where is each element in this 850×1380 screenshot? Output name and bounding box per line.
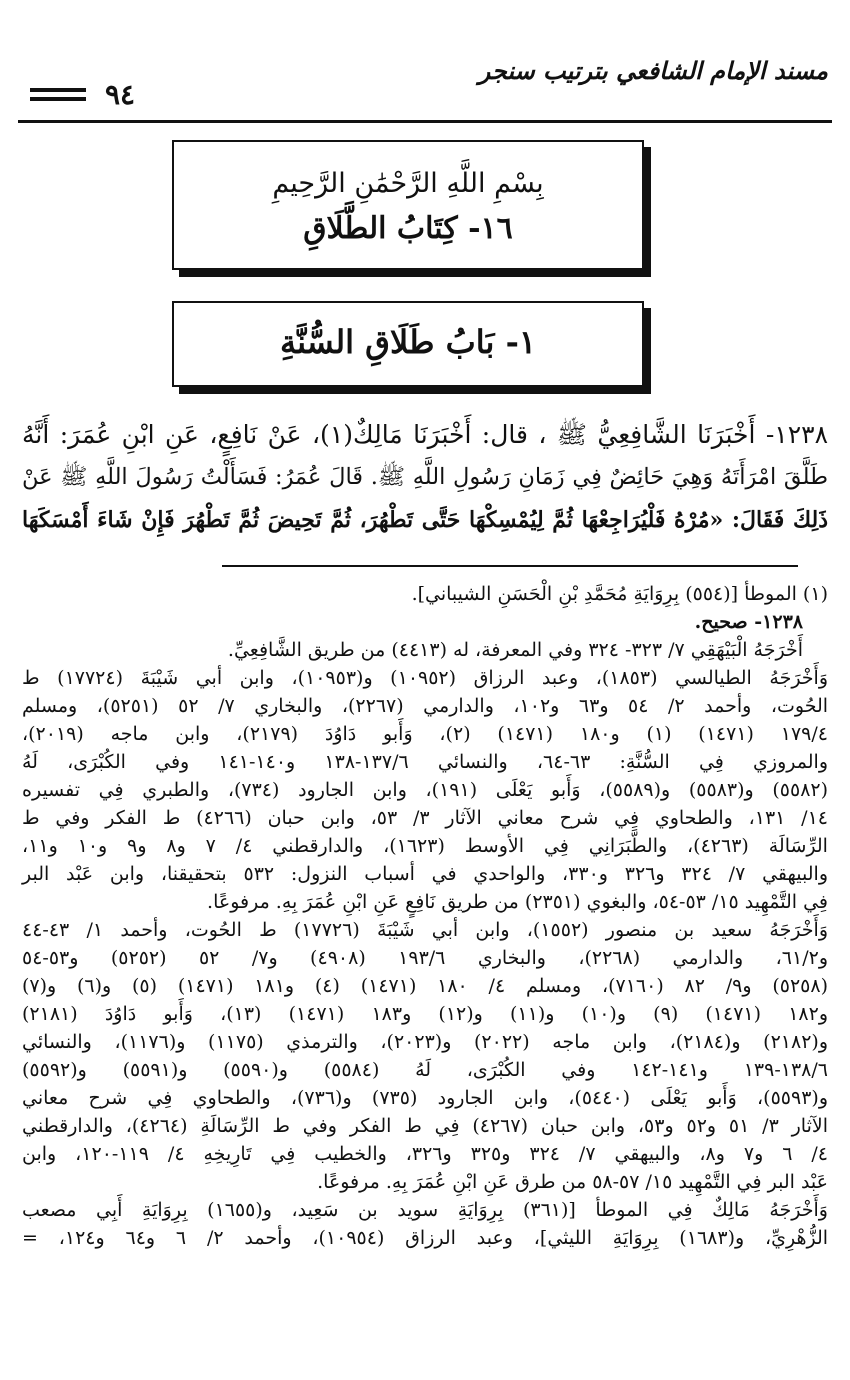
footnote-line: ٤/ ٦ و٧ و٨، والبيهقي ٧/ ٣٢٤ و٣٢٥ و٣٢٦، والخطيب فِي تَارِيخِهِ ٤/ ١١٩-١٢٠، وابن xyxy=(22,1143,828,1165)
chapter-title: ١- بَابُ طَلَاقِ السُّنَّةِ xyxy=(279,323,537,361)
page-number: ٩٤ xyxy=(105,78,136,111)
footnote-line: الحُوت، وأحمد ٢/ ٥٤ و٦٣ و١٠٢، والدارمي (٢٢٦٧)، والبخاري ٧/ ٥٢ (٥٢٥١)، ومسلم xyxy=(22,695,829,717)
header-rule xyxy=(18,120,832,123)
hadith-line: ذَلِكَ فَقَالَ: «مُرْهُ فَلْيُرَاجِعْهَا ثُمَّ لِيُمْسِكْهَا حَتَّى تَطْهُرَ، ثُمَّ تَحِيضَ ثُمَّ تَطْهُرَ فَإِنْ شَاءَ أَمْسَكَهَا xyxy=(22,507,828,533)
footnote-line: (٥٢٥٨) و٩/ ٨٢ (٧١٦٠)، ومسلم ٤/ ١٨٠ (١٤٧١) (٤) و١٨١ (١٤٧١) (٥) و(٦) و(٧) xyxy=(22,975,828,997)
footnote-line: و(٢١٨٢) و(٢١٨٤)، وابن ماجه (٢٠٢٢) و(٢٠٢٣)، والترمذي (١١٧٥) و(١١٧٦)، والنسائي xyxy=(22,1031,829,1053)
footnote-line: (١) الموطأ [(٥٥٤) بِرِوَايَةِ مُحَمَّدِ بْنِ الْحَسَنِ الشيباني]. xyxy=(411,583,828,605)
hadith-line: طَلَّقَ امْرَأَتَهُ وَهِيَ حَائِضٌ فِي زَمَانِ رَسُولِ اللَّهِ ﷺ. قَالَ عُمَرُ: فَسَأَلْتُ رَسُولَ اللَّهِ ﷺ عَنْ xyxy=(22,464,828,490)
chapter-title-box xyxy=(172,301,644,387)
footnote-line: وَأَخْرَجَهُ الطيالسي (١٨٥٣)، وعبد الرزاق (١٠٩٥٢) و(١٠٩٥٣)، وابن أبي شَيْبَةَ (١٧٧٢٤) ط xyxy=(22,667,829,689)
footnote-line: و(٥٥٩٣)، وَأَبو يَعْلَى (٥٤٤٠)، وابن الجارود (٧٣٥) و(٧٣٦)، والطحاوي فِي شرح معاني xyxy=(22,1087,828,1109)
footnote-line: الرِّسَالَة (٤٢٦٣)، والطَّبَرَانِي فِي الأوسط (١٦٢٣)، والدارقطني ٤/ ٧ و٨ و٩ و١٠ و١١، xyxy=(22,835,828,857)
footnote-line: ١٢٣٨- صحيح. xyxy=(694,611,803,633)
footnote-line: (٥٥٨٢) و(٥٥٨٣) و(٥٥٨٩)، وَأَبو يَعْلَى (١٩١)، وابن الجارود (٧٣٤)، والطبري فِي تفسيره xyxy=(22,779,829,801)
footnote-separator xyxy=(222,565,798,567)
footnote-line: ١٣٨/٦-١٣٩ و١٤١-١٤٢ وفي الكُبْرَى، لَهُ (٥٥٨٤) و(٥٥٩٠) و(٥٥٩١) و(٥٥٩٢) xyxy=(22,1059,828,1081)
footnote-line: فِي التَّمْهِيد ١٥/ ٥٣-٥٤، والبغوي (٢٣٥١) من طريق نَافِعٍ عَنِ ابْنِ عُمَرَ بِهِ. مرفوعًا. xyxy=(207,891,828,913)
footnote-line: الآثار ٣/ ٥١ و٥٢ و٥٣، وابن حبان (٤٢٦٧) فِي ط الفكر وفي ط الرِّسَالَةِ (٤٢٦٤)، والدارقطني xyxy=(22,1115,828,1137)
book-title: ١٦- كِتَابُ الطَّلَاقِ xyxy=(303,211,513,246)
footnote-line: ١٤/ ١٣١، والطحاوي فِي شرح معاني الآثار ٣/ ٥٣، وابن حبان (٤٢٦٦) ط الفكر وفي ط xyxy=(22,807,828,829)
footnote-line: و٦١/٢، والدارمي (٢٢٦٨)، والبخاري ١٩٣/٦ (٤٩٠٨) و٧/ ٥٢ (٥٢٥٢) و٥٣-٥٤ xyxy=(22,947,829,969)
book-title-box xyxy=(172,140,644,270)
footnotes xyxy=(22,580,828,1252)
footnote-line: و١٨٢ (١٤٧١) (٩) و(١٠) و(١١) و(١٢) و١٨٣ (١٤٧١) (١٣)، وَأَبو دَاوُدَ (٢١٨١) xyxy=(22,1003,829,1025)
footnote-line: عَبْد البر فِي التَّمْهِيد ١٥/ ٥٧-٥٨ من طرق عَنِ ابْنِ عُمَرَ بِهِ. مرفوعًا. xyxy=(317,1171,828,1193)
running-header-title: مسند الإمام الشافعي بترتيب سنجر xyxy=(478,56,828,85)
basmala: بِسْمِ اللَّهِ الرَّحْمَٰنِ الرَّحِيمِ xyxy=(272,168,544,199)
footnote-line: أَخْرَجَهُ الْبَيْهَقِي ٧/ ٣٢٣- ٣٢٤ وفي المعرفة، له (٤٤١٣) من طريق الشَّافِعِيِّ. xyxy=(227,639,803,661)
footnote-line: والبيهقي ٧/ ٣٢٤ و٣٢٦ و٣٣٠، والواحدي في أسباب النزول: ٥٣٢ بتحقيقنا، وابن عَبْد البر xyxy=(22,863,828,885)
footnote-line: ١٧٩/٤ (١٤٧١) (١) و١٨٠ (١٤٧١) (٢)، وَأَبو دَاوُدَ (٢١٧٩)، وابن ماجه (٢٠١٩)، xyxy=(22,723,828,745)
header-ornament-bars xyxy=(30,88,86,106)
hadith-text xyxy=(22,413,828,542)
footnote-line: وَأَخْرَجَهُ مَالِكٌ فِي الموطأ [(٣٦١) بِرِوَايَةِ سويد بن سَعِيد، و(١٦٥٥) بِرِوَايَةِ أَبِي مصعب xyxy=(22,1199,828,1221)
footnote-line: الزُّهْرِيِّ، و(١٦٨٣) بِرِوَايَةِ الليثي]، وعبد الرزاق (١٠٩٥٤)، وأحمد ٢/ ٦ و٦٤ و١٢٤، = xyxy=(22,1227,829,1249)
hadith-line: ١٢٣٨- أَخْبَرَنَا الشَّافِعِيُّ ﷺ ، قال: أَخْبَرَنَا مَالِكٌ(١)، عَنْ نَافِعٍ، عَنِ ابْنِ عُمَرَ: أَنَّهُ xyxy=(22,420,828,449)
footnote-line: والمروزي فِي السُّنَّةِ: ٦٣-٦٤، والنسائي ١٣٧/٦-١٣٨ و١٤٠-١٤١ وفي الكُبْرَى، لَهُ xyxy=(22,751,828,773)
footnote-line: وَأَخْرَجَهُ سعيد بن منصور (١٥٥٢)، وابن أبي شَيْبَةَ (١٧٧٢٦) ط الحُوت، وأحمد ١/ ٤٣-٤٤ xyxy=(22,919,828,941)
